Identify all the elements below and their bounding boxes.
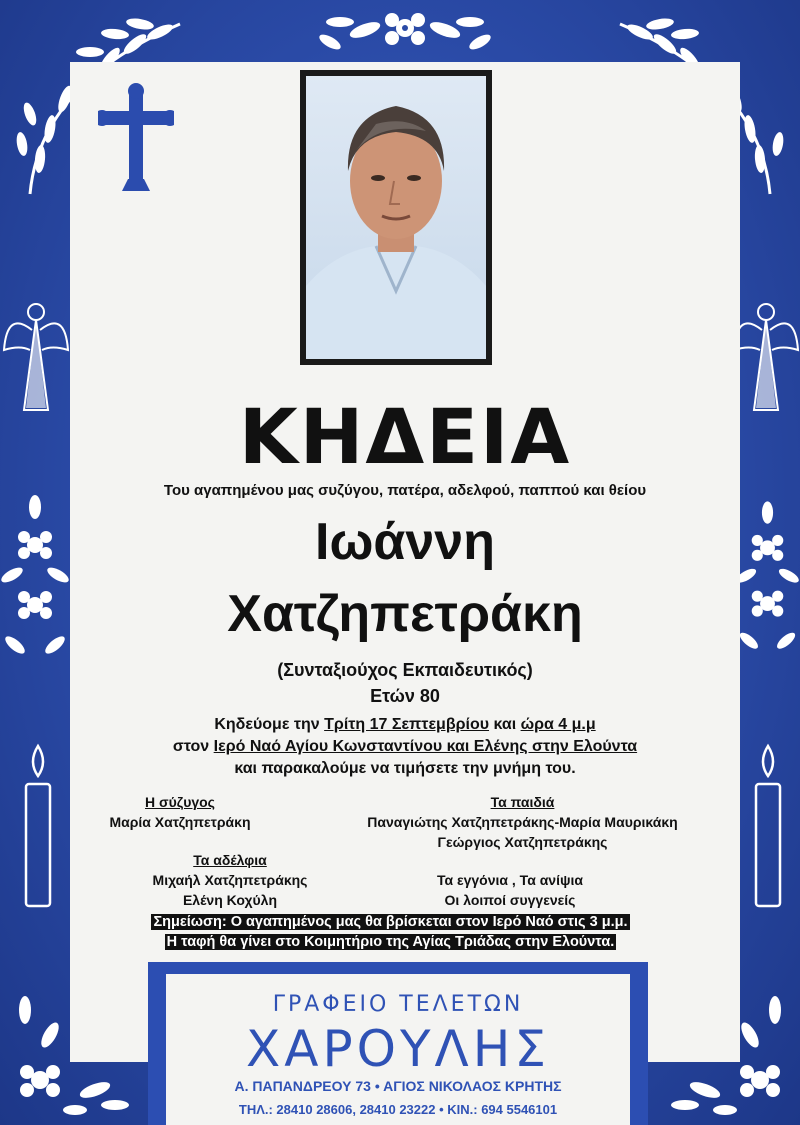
ceremony-time: ώρα 4 μ.μ	[520, 716, 596, 733]
relatives-line-2: Οι λοιποί συγγενείς	[444, 892, 576, 908]
relatives-block	[390, 870, 630, 910]
notice-title: ΚΗΔΕΙΑ	[238, 392, 572, 481]
spouse-heading: Η σύζυγος	[145, 794, 215, 810]
ceremony-date: Τρίτη 17 Σεπτεμβρίου	[324, 716, 490, 733]
funeral-office-box	[148, 962, 648, 1125]
angel-right-icon	[732, 290, 800, 420]
funeral-office-phones: ΤΗΛ.: 28410 28606, 28410 23222 • ΚΙΝ.: 694 5546101	[238, 1102, 558, 1117]
funeral-office-inner	[166, 974, 630, 1125]
angel-left-icon	[2, 290, 70, 420]
notice-note	[88, 912, 693, 952]
flower-right-icon	[735, 495, 800, 675]
note-line-1: Σημείωση: Ο αγαπημένος μας θα βρίσκεται στον Ιερό Ναό στις 3 μ.μ.	[153, 914, 628, 930]
flower-left-icon	[0, 495, 70, 675]
ceremony-request-line: και παρακαλούμε να τιμήσετε την μνήμη του.	[234, 760, 576, 777]
ceremony-place: Ιερό Ναό Αγίου Κωνσταντίνου και Ελένης στην Ελούντα	[213, 738, 638, 755]
deceased-age: Ετών 80	[370, 686, 440, 706]
deceased-first-name: Ιωάννη	[315, 513, 495, 571]
siblings-heading: Τα αδέλφια	[193, 852, 267, 868]
flower-top-icon	[310, 0, 500, 60]
portrait-image	[306, 76, 486, 359]
deceased-profession: (Συνταξιούχος Εκπαιδευτικός)	[277, 660, 533, 680]
ceremony-date-line	[70, 716, 740, 734]
funeral-office-label: ΓΡΑΦΕΙΟ ΤΕΛΕΤΩΝ	[272, 992, 524, 1017]
children-line-1: Παναγιώτης Χατζηπετράκης-Μαρία Μαυρικάκη	[367, 814, 678, 830]
spouse-name: Μαρία Χατζηπετράκη	[109, 814, 251, 830]
ceremony-text: Κηδεύομε την	[214, 716, 325, 733]
deceased-last-name: Χατζηπετράκη	[227, 585, 583, 643]
siblings-line-1: Μιχαήλ Χατζηπετράκης	[152, 872, 308, 888]
children-block	[320, 792, 725, 852]
funeral-office-address: Α. ΠΑΠΑΝΔΡΕΟΥ 73 • ΑΓΙΟΣ ΝΙΚΟΛΑΟΣ ΚΡΗΤΗΣ	[234, 1078, 562, 1094]
children-heading: Τα παιδιά	[490, 794, 555, 810]
spouse-block	[90, 792, 270, 832]
ceremony-text: στον	[172, 738, 214, 755]
ceremony-place-line	[70, 738, 740, 756]
relatives-line-1: Τα εγγόνια , Τα ανίψια	[436, 872, 584, 888]
ceremony-text: και	[489, 716, 521, 733]
siblings-block	[115, 850, 345, 910]
children-line-2: Γεώργιος Χατζηπετράκης	[437, 834, 608, 850]
funeral-office-name: ΧΑΡΟΥΛΗΣ	[246, 1020, 550, 1078]
portrait-photo	[300, 70, 492, 365]
siblings-line-2: Ελένη Κοχύλη	[182, 892, 278, 908]
cross-icon	[98, 83, 174, 195]
notice-intro: Του αγαπημένου μας συζύγου, πατέρα, αδελφού, παππού και θείου	[163, 482, 647, 499]
note-line-2: Η ταφή θα γίνει στο Κοιμητήριο της Αγίας Τριάδας στην Ελούντα.	[166, 934, 615, 950]
candle-left-icon	[18, 740, 58, 910]
candle-right-icon	[748, 740, 788, 910]
